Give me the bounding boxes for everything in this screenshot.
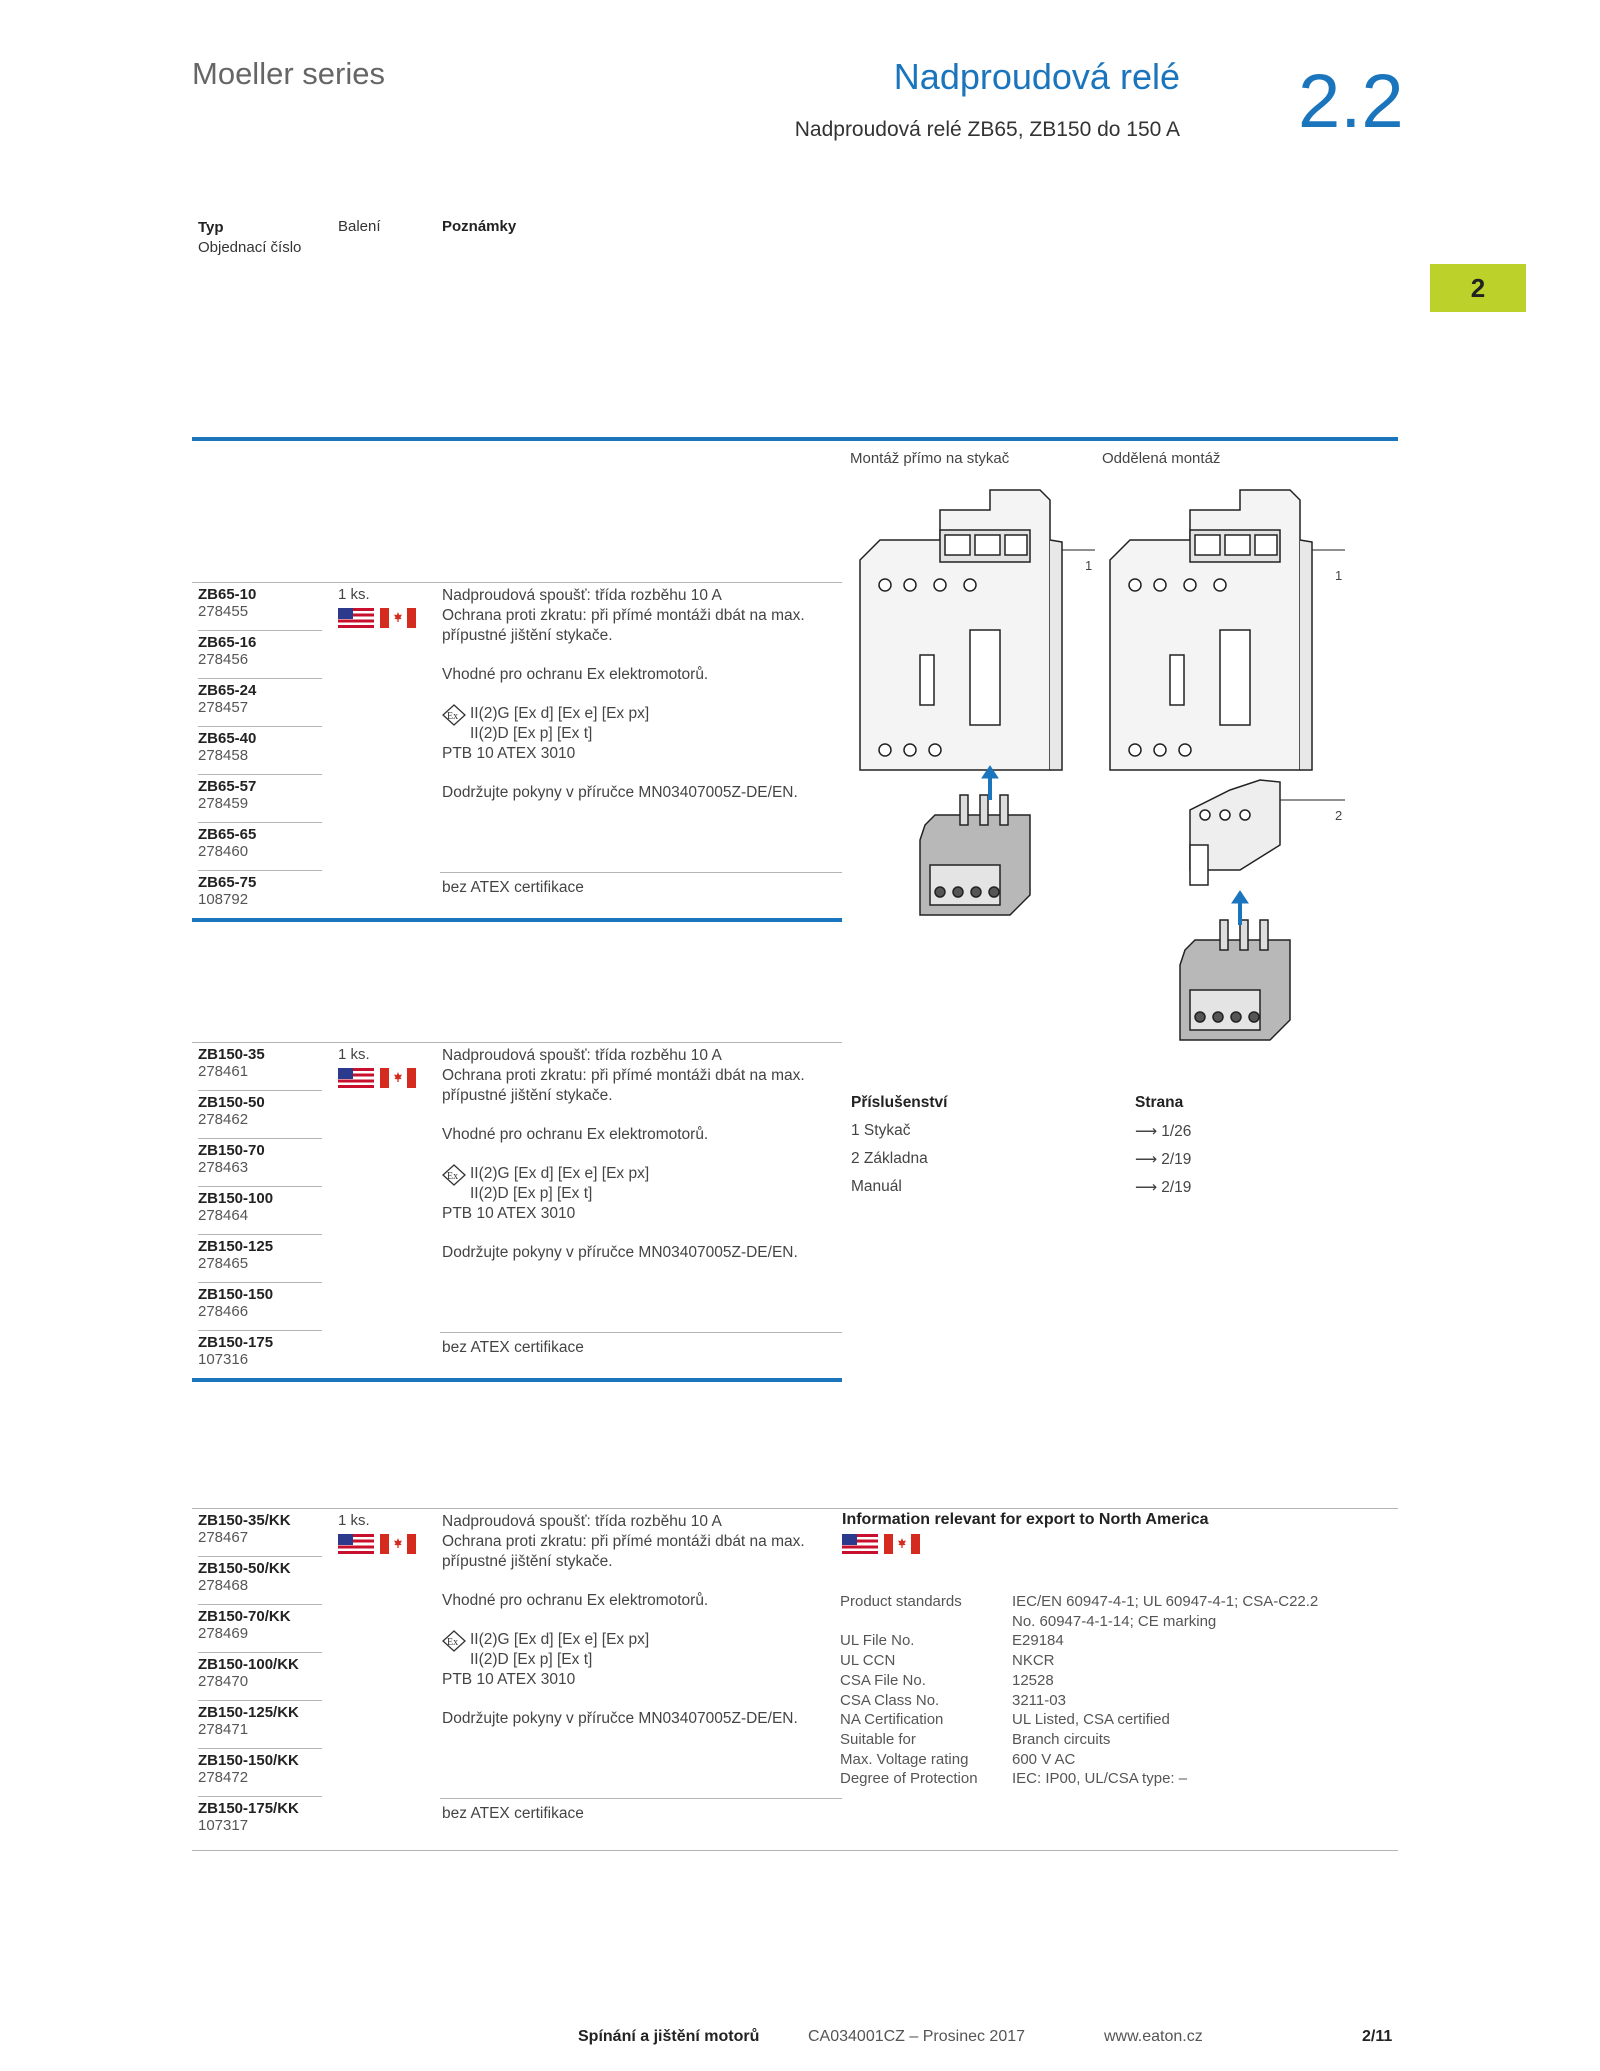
us-flag-icon (338, 608, 374, 628)
callout-1a: 1 (1085, 558, 1093, 573)
page-title: Nadproudová relé (893, 56, 1180, 97)
footer-section: Spínání a jištění motorů (578, 2028, 760, 2045)
product-item[interactable]: ZB150-50 278462 (198, 1094, 322, 1139)
product-section-zb150 (192, 1042, 842, 1382)
us-flag-icon (338, 1068, 374, 1088)
product-item[interactable]: ZB150-35 278461 (198, 1046, 322, 1091)
product-item[interactable]: ZB65-10 278455 (198, 586, 322, 631)
product-item[interactable]: ZB65-16 278456 (198, 634, 322, 679)
export-flags (842, 1534, 920, 1554)
relay-mounting-figure (840, 470, 1370, 1070)
arrow-right-icon: ⟶ (1135, 1123, 1158, 1140)
notes-no-atex: bez ATEX certifikace (442, 879, 584, 896)
footer-page-number: 2/11 (1362, 2028, 1393, 2045)
callout-1b: 1 (1335, 568, 1343, 583)
accessory-page-link[interactable]: ⟶ 2/19 (1135, 1150, 1192, 1168)
product-item[interactable]: ZB150-100 278464 (198, 1190, 322, 1235)
export-info-heading: Information relevant for export to North America (842, 1511, 1209, 1528)
product-item[interactable]: ZB65-24 278457 (198, 682, 322, 727)
info-row: Max. Voltage rating 600 V AC (840, 1750, 1076, 1768)
flags (338, 1068, 416, 1088)
accessories-page-heading: Strana (1135, 1094, 1184, 1111)
notes: Nadproudová spoušť: třída rozběhu 10 A Ochrana proti zkratu: při přímé montáži dbát na max. přípustné jištění stykače. Vhodné pro ochranu Ex elektromotorů. Ex II(2)G [Ex d] [Ex e] [Ex px] II(2)D [Ex p] [Ex t] PTB 10 ATEX 3010 Dodržujte pokyny v příručce MN03407005Z-DE/EN. (442, 1513, 805, 1727)
notes-no-atex: bez ATEX certifikace (442, 1805, 584, 1822)
accessory-label: 1 Stykač (851, 1122, 911, 1139)
product-item[interactable]: ZB65-40 278458 (198, 730, 322, 775)
product-item[interactable]: ZB65-75 108792 (198, 874, 257, 908)
callout-2: 2 (1335, 808, 1343, 823)
info-row: UL File No. E29184 (840, 1632, 1064, 1650)
atex-ex-icon (442, 1630, 466, 1652)
product-item[interactable]: ZB150-125 278465 (198, 1238, 322, 1283)
product-item[interactable]: ZB150-70/KK 278469 (198, 1608, 322, 1653)
accessory-label: 2 Základna (851, 1150, 928, 1167)
info-row: No. 60947-4-1-14; CE marking (1012, 1612, 1217, 1630)
product-item[interactable]: ZB150-125/KK 278471 (198, 1704, 322, 1749)
product-item[interactable]: ZB150-50/KK 278468 (198, 1560, 322, 1605)
product-item[interactable]: ZB150-35/KK 278467 (198, 1512, 322, 1557)
pack-quantity: 1 ks. (338, 1512, 370, 1529)
product-item[interactable]: ZB150-175 107316 (198, 1334, 274, 1368)
section-rule (192, 1378, 842, 1382)
info-row: CSA File No. 12528 (840, 1671, 1054, 1689)
info-row: Product standards IEC/EN 60947-4-1; UL 60947-4-1; CSA-C22.2 (840, 1593, 1319, 1610)
notes: Nadproudová spoušť: třída rozběhu 10 A Ochrana proti zkratu: při přímé montáži dbát na max. přípustné jištění stykače. Vhodné pro ochranu Ex elektromotorů. Ex II(2)G [Ex d] [Ex e] [Ex px] II(2)D [Ex p] [Ex t] PTB 10 ATEX 3010 Dodržujte pokyny v příručce MN03407005Z-DE/EN. (442, 587, 805, 801)
notes: Nadproudová spoušť: třída rozběhu 10 A Ochrana proti zkratu: při přímé montáži dbát na max. přípustné jištění stykače. Vhodné pro ochranu Ex elektromotorů. Ex II(2)G [Ex d] [Ex e] [Ex px] II(2)D [Ex p] [Ex t] PTB 10 ATEX 3010 Dodržujte pokyny v příručce MN03407005Z-DE/EN. (442, 1047, 805, 1261)
section-rule (192, 918, 842, 922)
accessories-heading: Příslušenství (851, 1094, 948, 1111)
pack-quantity: 1 ks. (338, 1046, 370, 1063)
top-rule (192, 437, 1398, 441)
series-label: Moeller series (192, 56, 385, 91)
info-row: Degree of Protection IEC: IP00, UL/CSA type: – (840, 1770, 1188, 1788)
chapter-number: 2.2 (1298, 59, 1404, 144)
pack-quantity: 1 ks. (338, 586, 370, 603)
accessory-page-link[interactable]: ⟶ 2/19 (1135, 1178, 1192, 1196)
accessory-label: Manuál (851, 1178, 902, 1195)
svg-text:Ex: Ex (447, 1171, 459, 1182)
flags (338, 1534, 416, 1554)
svg-text:Ex: Ex (447, 711, 459, 722)
footer-doc: CA034001CZ – Prosinec 2017 (808, 2028, 1026, 2045)
product-section-zb150-kk (192, 1508, 842, 1848)
canada-flag-icon (380, 1068, 416, 1088)
canada-flag-icon (380, 1534, 416, 1554)
notes-no-atex: bez ATEX certifikace (442, 1339, 584, 1356)
product-item[interactable]: ZB150-100/KK 278470 (198, 1656, 322, 1701)
product-item[interactable]: ZB150-150 278466 (198, 1286, 322, 1331)
column-header-pack: Balení (338, 218, 381, 235)
arrow-right-icon: ⟶ (1135, 1151, 1158, 1168)
column-header-notes: Poznámky (442, 218, 517, 235)
flags (338, 608, 416, 628)
canada-flag-icon (380, 608, 416, 628)
info-row: NA Certification UL Listed, CSA certified (840, 1711, 1170, 1729)
export-info-table (840, 1592, 1332, 1789)
chapter-tab[interactable]: 2 (1430, 264, 1526, 312)
column-header-order-label: Objednací číslo (198, 239, 302, 256)
info-row: CSA Class No. 3211-03 (840, 1691, 1066, 1709)
accessory-page-link[interactable]: ⟶ 1/26 (1135, 1122, 1192, 1140)
product-item[interactable]: ZB65-65 278460 (198, 826, 322, 871)
svg-text:Ex: Ex (447, 1637, 459, 1648)
figure-label-separate: Oddělená montáž (1102, 450, 1221, 467)
canada-flag-icon (884, 1534, 920, 1554)
product-item[interactable]: ZB65-57 278459 (198, 778, 322, 823)
column-header-type (198, 218, 301, 258)
atex-ex-icon (442, 1164, 466, 1186)
product-item[interactable]: ZB150-150/KK 278472 (198, 1752, 322, 1797)
product-item[interactable]: ZB150-70 278463 (198, 1142, 322, 1187)
figure-label-direct: Montáž přímo na stykač (850, 450, 1010, 467)
column-header-type-label: Typ (198, 219, 224, 236)
page-subtitle: Nadproudová relé ZB65, ZB150 do 150 A (794, 118, 1180, 141)
info-row: UL CCN NKCR (840, 1652, 1055, 1670)
arrow-right-icon: ⟶ (1135, 1179, 1158, 1196)
info-row: Suitable for Branch circuits (840, 1730, 1111, 1748)
us-flag-icon (338, 1534, 374, 1554)
product-item[interactable]: ZB150-175/KK 107317 (198, 1800, 299, 1834)
footer-web-link[interactable]: www.eaton.cz (1104, 2028, 1203, 2045)
product-section-zb65 (192, 582, 842, 922)
us-flag-icon (842, 1534, 878, 1554)
atex-ex-icon (442, 704, 466, 726)
